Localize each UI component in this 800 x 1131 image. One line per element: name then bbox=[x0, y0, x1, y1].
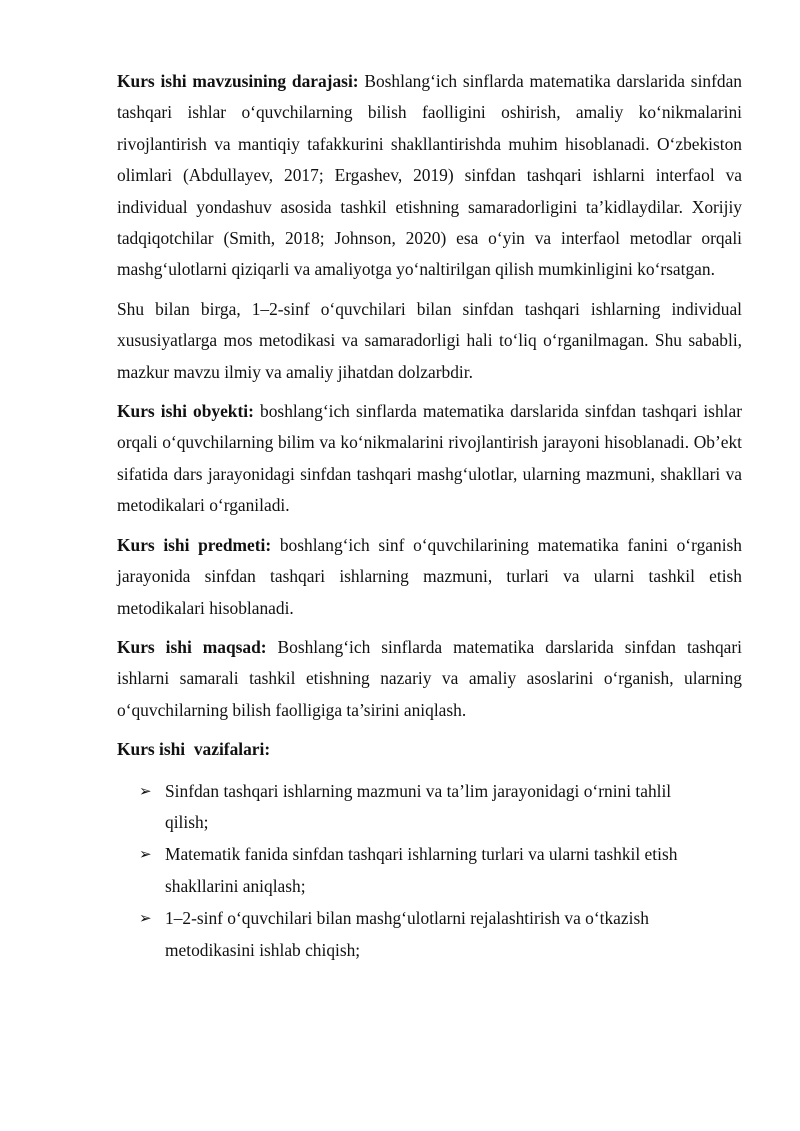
paragraph-object bbox=[117, 396, 742, 522]
paragraph-relevance bbox=[117, 66, 742, 286]
paragraph-goal bbox=[117, 632, 742, 726]
paragraph-label: Kurs ishi obyekti: bbox=[117, 401, 254, 422]
list-item bbox=[139, 903, 742, 966]
paragraph-text: boshlang‘ich sinflarda matematika darslarida sinfdan tashqari ishlar orqali o‘quvchilarning bilim va ko‘nikmalarini rivojlantirish jarayoni hisoblanadi. Ob’ekt sifatida dars jarayonidagi sinfdan tashqari mashg‘ulotlar, ularning mazmuni, shakllari va metodikalari o‘rganiladi. bbox=[117, 401, 742, 516]
paragraph-text: Shu bilan birga, 1–2-sinf o‘quvchilari bilan sinfdan tashqari ishlarning individual xususiyatlarga mos metodikasi va samaradorligi hali to‘liq o‘rganilmagan. Shu sababli, mazkur mavzu ilmiy va amaliy jihatdan dolzarbdir. bbox=[117, 298, 742, 382]
list-item-text: 1–2-sinf o‘quvchilari bilan mashg‘ulotlarni rejalashtirish va o‘tkazish metodikasini ishlab chiqish; bbox=[165, 908, 649, 960]
tasks-list bbox=[117, 776, 742, 966]
arrow-bullet-icon: ➢ bbox=[139, 781, 152, 800]
paragraph-subject bbox=[117, 530, 742, 624]
paragraph-text: boshlang‘ich sinf o‘quvchilarining matematika fanini o‘rganish jarayonida sinfdan tashqari ishlarning mazmuni, turlari va ularni tashkil etish metodikalari hisoblanadi. bbox=[117, 534, 742, 618]
list-item-text: Matematik fanida sinfdan tashqari ishlarning turlari va ularni tashkil etish shakllarini aniqlash; bbox=[165, 844, 678, 896]
paragraph-text: Boshlang‘ich sinflarda matematika darslarida sinfdan tashqari ishlar o‘quvchilarning bilish faolligini oshirish, amaliy ko‘nikmalarini rivojlantirish va mantiqiy tafakkurini shakllantirishda muhim hisoblanadi. O‘zbekiston olimlari (Abdullayev, 2017; Ergashev, 2019) sinfdan tashqari ishlarni interfaol va individual yondashuv asosida tashkil etishning samaradorligini ta’kidlaydilar. Xorijiy tadqiqotchilar (Smith, 2018; Johnson, 2020) esa o‘yin va interfaol metodlar orqali mashg‘ulotlarni qiziqarli va amaliyotga yo‘naltirilgan qilish mumkinligini ko‘rsatgan. bbox=[117, 71, 742, 280]
list-item bbox=[139, 776, 742, 839]
tasks-heading: Kurs ishi vazifalari: bbox=[117, 739, 271, 760]
paragraph-text: Boshlang‘ich sinflarda matematika darslarida sinfdan tashqari ishlarni samarali tashkil etishning nazariy va amaliy asoslarini o‘rganish, ularning o‘quvchilarning bilish faolligiga ta’sirini aniqlash. bbox=[117, 636, 742, 720]
paragraph-label: Kurs ishi mavzusining darajasi: bbox=[117, 71, 359, 91]
list-item bbox=[139, 839, 742, 902]
document-page bbox=[117, 66, 742, 967]
arrow-bullet-icon: ➢ bbox=[139, 909, 152, 928]
list-item-text: Sinfdan tashqari ishlarning mazmuni va ta’lim jarayonidagi o‘rnini tahlil qilish; bbox=[165, 780, 672, 832]
paragraph-gap bbox=[117, 294, 742, 388]
paragraph-label: Kurs ishi maqsad: bbox=[117, 636, 267, 657]
paragraph-label: Kurs ishi predmeti: bbox=[117, 534, 272, 555]
arrow-bullet-icon: ➢ bbox=[139, 845, 152, 864]
